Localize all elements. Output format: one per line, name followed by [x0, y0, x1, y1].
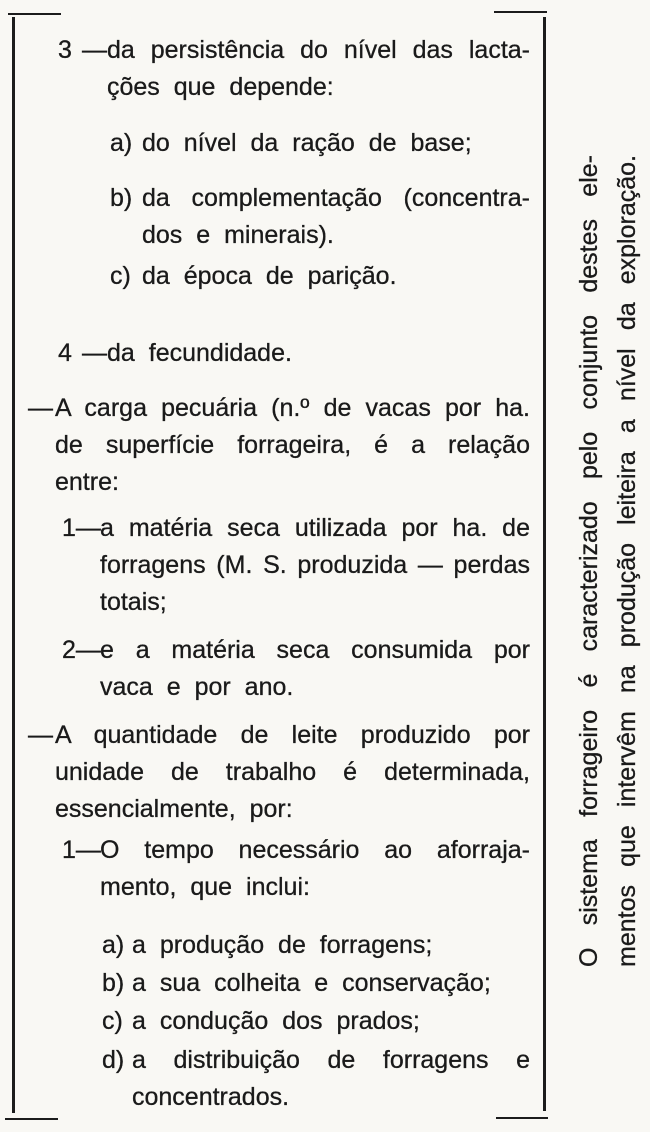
text-line: entre: — [55, 468, 119, 496]
list-marker: c) — [110, 262, 131, 290]
list-paragraph — [12, 632, 545, 706]
text-line: a distribuição de forragens e — [132, 1046, 530, 1074]
paragraph-text — [142, 258, 530, 295]
list-paragraph — [12, 927, 545, 964]
list-marker: a) — [102, 931, 125, 959]
paragraph-text — [132, 927, 530, 964]
text-line: forragens (M. S. produzida — perdas — [100, 551, 530, 579]
text-line: a condução dos prados; — [132, 1007, 420, 1035]
text-line: O tempo necessário ao aforraja- — [100, 836, 530, 864]
text-line: de superfície forrageira, é a relação — [55, 431, 530, 459]
margin-note — [570, 155, 646, 967]
text-line: da fecundidade. — [107, 339, 292, 367]
marker-number: 4 — [58, 339, 72, 367]
text-line: A quantidade de leite produzido por — [55, 721, 530, 749]
text-line: essencialmente, por: — [55, 795, 293, 823]
text-line: da época de parição. — [142, 262, 397, 290]
text-line: a produção de forragens; — [132, 931, 433, 959]
marker-number: 1 — [62, 836, 76, 864]
list-paragraph — [12, 32, 545, 106]
marker-number: 2 — [62, 636, 76, 664]
list-marker — [62, 832, 100, 906]
marker-number: 3 — [58, 36, 72, 64]
text-line: mento, que inclui: — [100, 873, 310, 901]
marker-dash: — — [82, 36, 107, 64]
list-paragraph — [12, 1042, 545, 1116]
text-line: e a matéria seca consumida por — [100, 636, 530, 664]
list-paragraph — [12, 180, 545, 254]
paragraph-text — [100, 632, 530, 706]
paragraph-text — [132, 965, 530, 1002]
list-marker — [62, 632, 100, 706]
list-paragraph — [12, 125, 545, 162]
list-marker — [62, 510, 100, 621]
list-paragraph — [12, 258, 545, 295]
paragraph-text — [100, 832, 530, 906]
paragraph-text — [107, 335, 530, 372]
list-paragraph — [12, 717, 545, 828]
list-paragraph — [12, 965, 545, 1002]
marker-dash: — — [75, 836, 101, 864]
list-paragraph — [12, 335, 545, 372]
frame-bottom-left-tick — [5, 1118, 58, 1120]
list-marker: a) — [110, 129, 133, 157]
margin-note-rotated-text — [570, 155, 646, 967]
paragraph-text — [142, 180, 530, 254]
list-marker: b) — [110, 184, 133, 212]
margin-note-line: O sistema forrageiro é caracterizado pelo conjunto destes ele- — [575, 155, 603, 967]
paragraph-text — [100, 510, 530, 621]
list-paragraph — [12, 390, 545, 501]
marker-number: 1 — [62, 514, 76, 542]
list-paragraph — [12, 832, 545, 906]
text-line: vaca e por ano. — [100, 673, 294, 701]
paragraph-text — [55, 717, 530, 828]
list-paragraph — [12, 510, 545, 621]
list-marker: — — [28, 721, 53, 749]
text-line: dos e minerais). — [142, 221, 334, 249]
paragraph-text — [55, 390, 530, 501]
text-line: A carga pecuária (n.º de vacas por ha. — [55, 394, 530, 422]
frame-bottom-right-tick — [496, 1117, 548, 1119]
paragraph-text — [132, 1003, 530, 1040]
list-marker: b) — [102, 969, 125, 997]
text-line: do nível da ração de base; — [142, 129, 472, 157]
paragraph-text — [132, 1042, 530, 1116]
margin-note-line: mentos que intervêm na produção leiteira a nível da exploração. — [613, 155, 641, 967]
text-line: a sua colheita e conservação; — [132, 969, 491, 997]
text-line: da persistência do nível das lacta- — [107, 36, 530, 64]
list-marker: d) — [102, 1046, 125, 1074]
list-marker — [58, 32, 107, 106]
text-line: concentrados. — [132, 1083, 290, 1111]
list-marker: c) — [102, 1007, 123, 1035]
list-paragraph — [12, 1003, 545, 1040]
text-line: a matéria seca utilizada por ha. de — [100, 514, 530, 542]
marker-dash: — — [75, 636, 101, 664]
text-block — [12, 32, 545, 1116]
text-line: ções que depende: — [107, 73, 334, 101]
marker-dash: — — [82, 339, 107, 367]
frame-top-left-tick — [8, 13, 61, 15]
marker-dash: — — [75, 514, 101, 542]
list-marker — [58, 335, 107, 372]
frame-top-right-tick — [494, 11, 547, 13]
paragraph-text — [142, 125, 530, 162]
text-line: totais; — [100, 588, 167, 616]
text-line: da complementação (concentra- — [142, 184, 530, 212]
text-line: unidade de trabalho é determinada, — [55, 758, 530, 786]
paragraph-text — [107, 32, 530, 106]
list-marker: — — [28, 394, 53, 422]
